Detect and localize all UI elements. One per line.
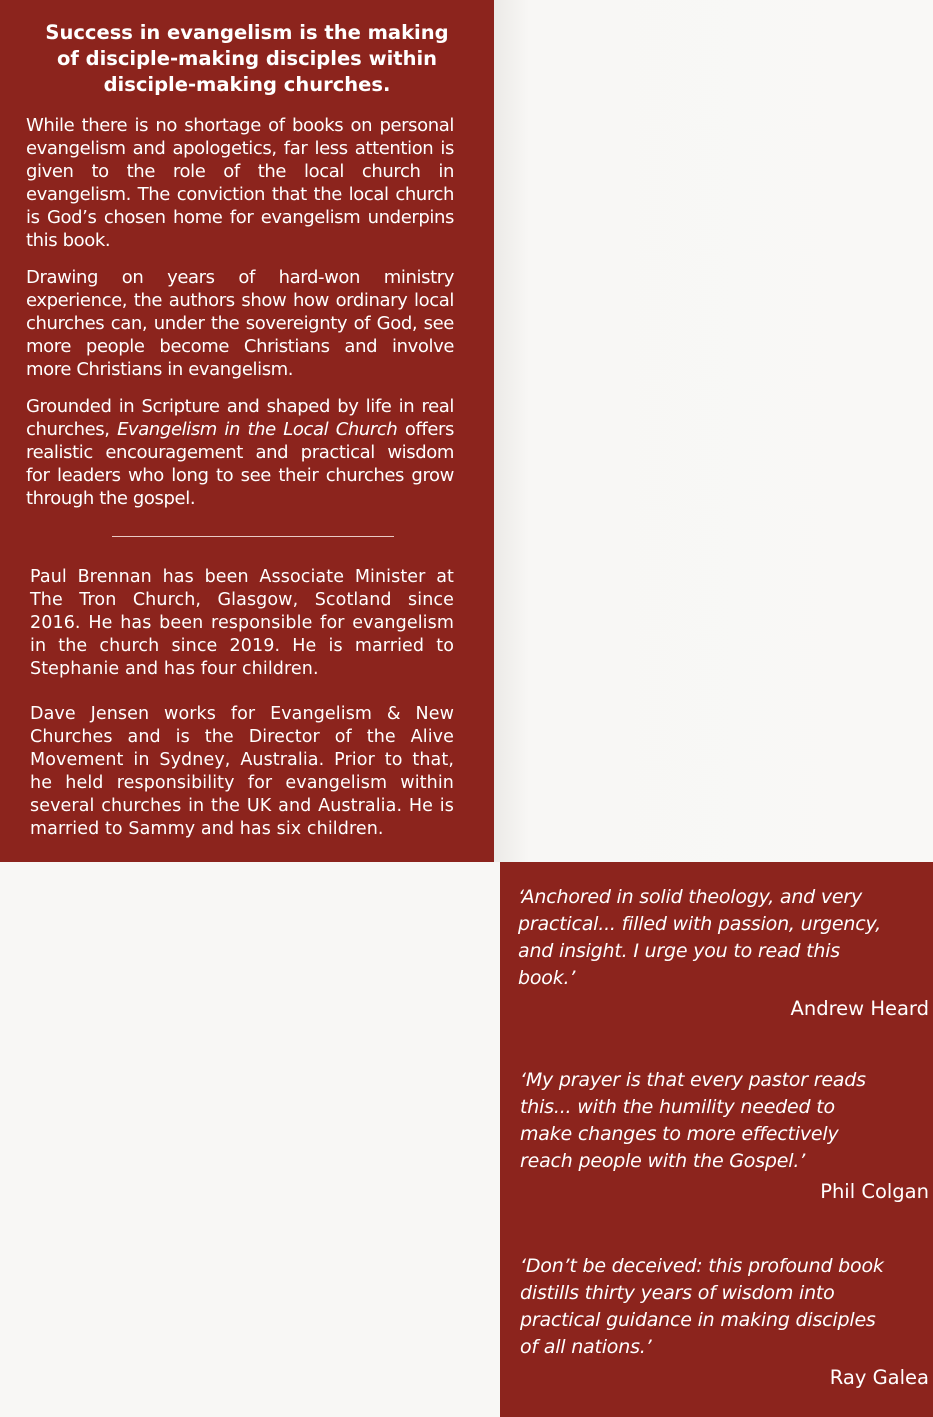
book-title: Evangelism in the Local Church xyxy=(117,419,398,440)
page-background-top-right xyxy=(494,0,933,862)
divider-line xyxy=(112,536,394,537)
author-bio-dave-jensen: Dave Jensen works for Evangelism & New Churches and is the Director of the Alive Movement in Sydney, Australia. Prior to that, he held responsibility for evangelism within several churches in the UK and Australia. He is married to Sammy and has six children. xyxy=(30,704,454,839)
endorsement-author: Andrew Heard xyxy=(790,997,929,1020)
page-background-bottom-left xyxy=(0,862,500,1417)
endorsement xyxy=(518,884,929,1067)
description-paragraph-1: While there is no shortage of books on personal evangelism and apologetics, far less attention is given to the role of the local church in evangelism. The conviction that the local church is God’s chosen home for evangelism underpins this book. xyxy=(26,115,454,251)
author-bio-paul-brennan: Paul Brennan has been Associate Minister at The Tron Church, Glasgow, Scotland since 2016. He has been responsible for evangelism in the church since 2019. He is married to Stephanie and has four children. xyxy=(30,567,454,679)
endorsement-author: Ray Galea xyxy=(829,1366,929,1389)
endorsement-author: Phil Colgan xyxy=(820,1180,929,1203)
endorsements-panel xyxy=(500,862,933,1417)
endorsement-quote: ‘Anchored in solid theology, and very practical... filled with passion, urgency, and insight. I urge you to read this book.’ xyxy=(518,886,881,989)
endorsement xyxy=(518,1067,929,1253)
endorsement xyxy=(518,1253,929,1391)
description-paragraph-2: Drawing on years of hard-won ministry experience, the authors show how ordinary local churches can, under the sovereignty of God, see more people become Christians and involve more Christians in evangelism. xyxy=(26,267,454,380)
paragraph-3-start: Grounded in Scripture and shaped by life in real churches, xyxy=(26,396,454,440)
description-paragraph-3 xyxy=(26,395,454,510)
endorsement-quote: ‘My prayer is that every pastor reads this... with the humility needed to make changes to more effectively reach people with the Gospel.’ xyxy=(520,1069,866,1172)
headline: Success in evangelism is the making of disciple-making disciples within disciple-making churches. xyxy=(45,21,449,96)
paragraph-3-end: offers realistic encouragement and practical wisdom for leaders who long to see their churches grow through the gospel. xyxy=(26,419,454,509)
description-panel xyxy=(0,0,494,862)
endorsement-quote: ‘Don’t be deceived: this profound book distills thirty years of wisdom into practical guidance in making disciples of all nations.’ xyxy=(520,1255,884,1358)
